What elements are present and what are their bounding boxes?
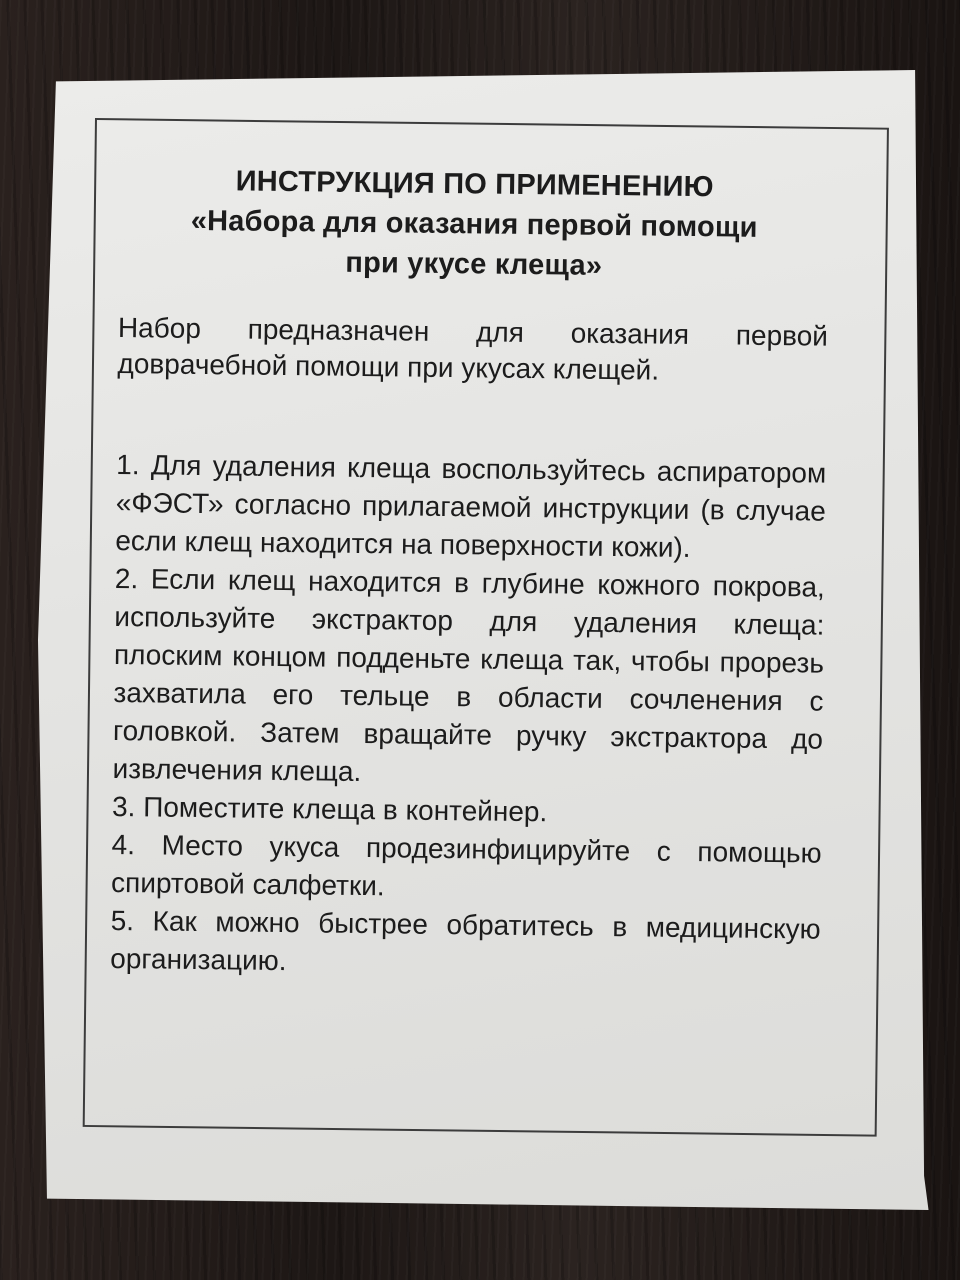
leaflet-subtitle-line-1: «Набора для оказания первой помощи	[190, 204, 758, 244]
leaflet-subtitle-line-2: при укусе клеща»	[345, 246, 603, 282]
instruction-step-4: 4. Место укуса продезинфицируйте с помощью спиртовой салфетки.	[110, 828, 822, 902]
instruction-step-5: 5. Как можно быстрее обратитесь в медицинскую организацию.	[110, 904, 821, 977]
leaflet-header	[119, 160, 830, 289]
instruction-step-1: 1. Для удаления клеща воспользуйтесь аспиратором «ФЭСТ» согласно прилагаемой инструкции (в случае если клещ находится на поверхности кожи).	[115, 448, 827, 563]
leaflet-title: ИНСТРУКЦИЯ ПО ПРИМЕНЕНИЮ	[235, 165, 714, 204]
instruction-step-2: 2. Если клещ находится в глубине кожного покрова, используйте экстрактор для удаления клеща: плоским концом подденьте клеща так, чтобы прорезь захватила его тельце в области сочленения с головкой. Затем вращайте ручку экстрактора до извлечения клеща.	[112, 562, 826, 787]
intro-paragraph: Набор предназначен для оказания первой доврачебной помощи при укусах клещей.	[117, 311, 829, 386]
leaflet-content	[110, 160, 830, 987]
instruction-step-3: 3. Поместите клеща в контейнер.	[111, 790, 548, 828]
